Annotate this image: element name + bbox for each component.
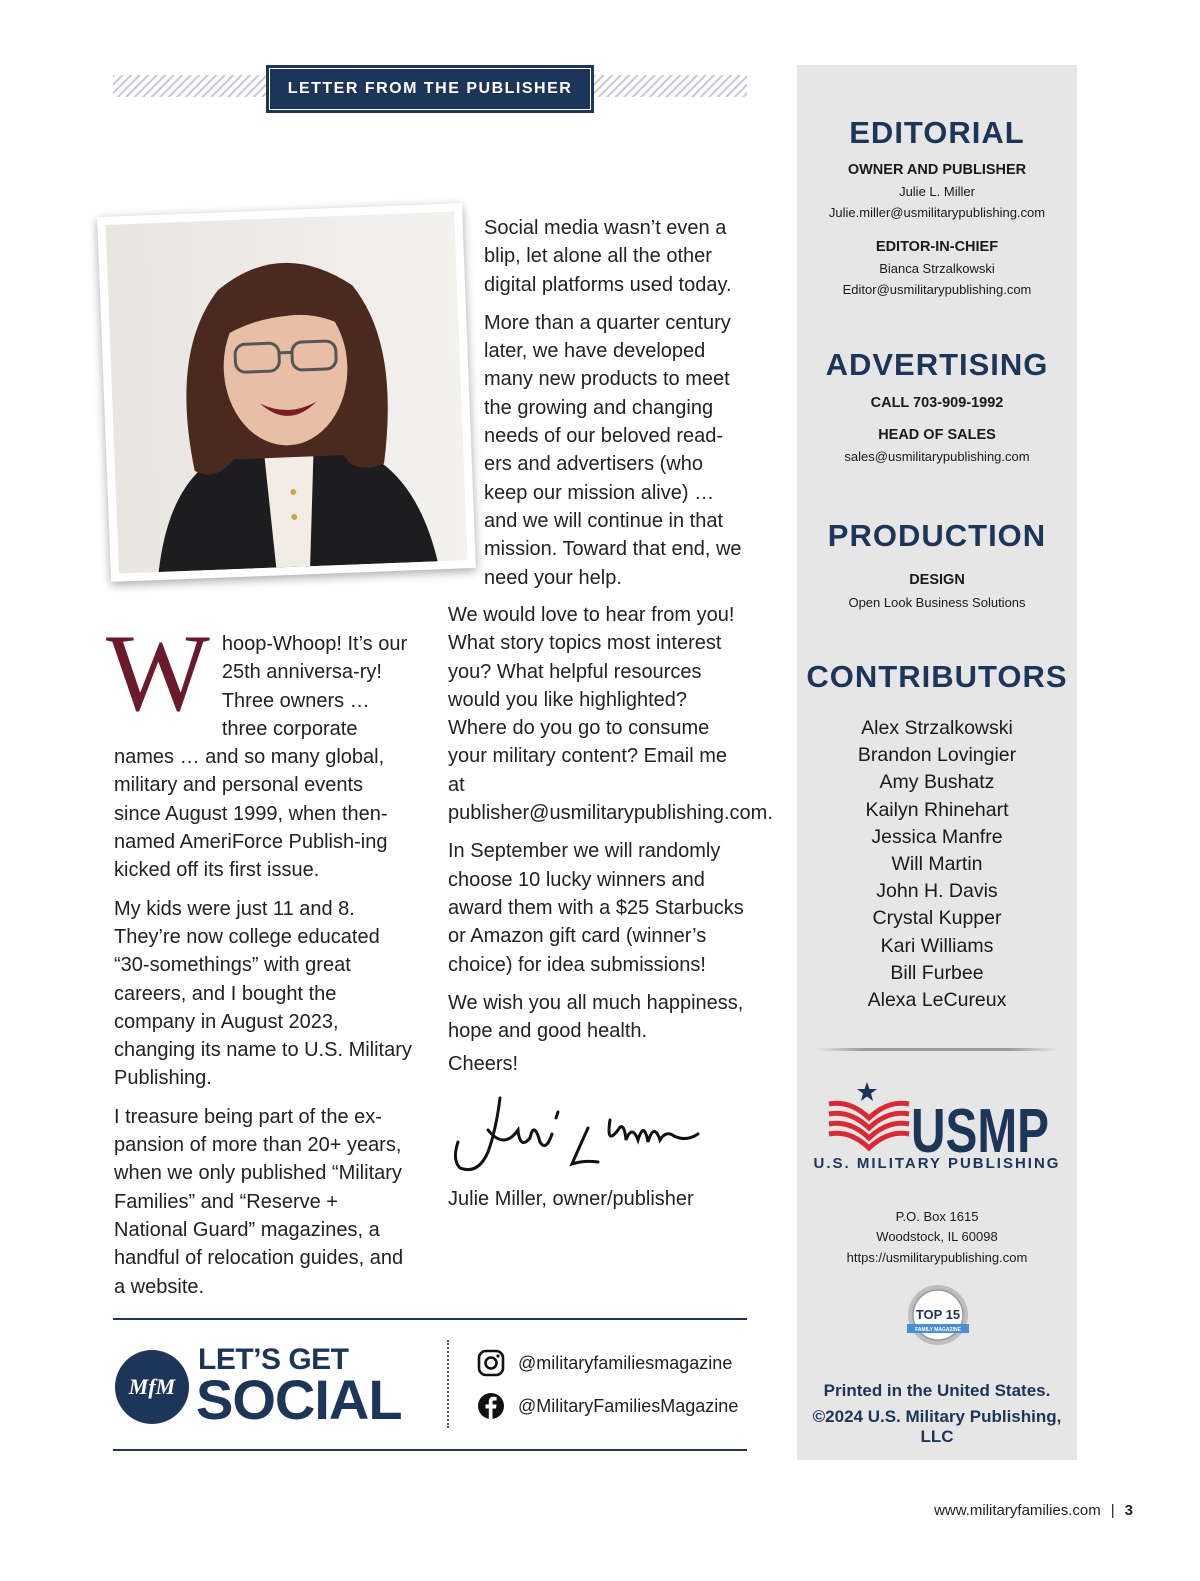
article-paragraph: I treasure being part of the ex-pansion of more than 20+ years, when we only published “Military Families” and “Reserve + National Guard” magazines, a handful of relocation guides, and a website. bbox=[114, 1105, 404, 1298]
signature bbox=[448, 1090, 708, 1180]
publisher-photo bbox=[97, 203, 476, 582]
social-divider bbox=[447, 1340, 449, 1428]
contributor-name: Bill Furbee bbox=[890, 961, 984, 984]
social-heading-line2: SOCIAL bbox=[196, 1368, 402, 1431]
address-line2: Woodstock, IL 60098 bbox=[876, 1229, 998, 1244]
instagram-icon[interactable] bbox=[477, 1349, 505, 1377]
facebook-icon[interactable] bbox=[477, 1392, 505, 1420]
drop-cap: W bbox=[106, 612, 210, 734]
article-column-right bbox=[448, 601, 773, 1055]
copyright-line: ©2024 U.S. Military Publishing, LLC bbox=[812, 1407, 1062, 1446]
article-paragraph: In September we will randomly choose 10 lucky winners and award them with a $25 Starbucks or Amazon gift card (winner’s choice) for idea submissions! bbox=[448, 840, 744, 976]
contributor-name: John H. Davis bbox=[876, 880, 998, 903]
footer-url[interactable]: www.militaryfamilies.com bbox=[934, 1502, 1101, 1519]
address-url[interactable]: https://usmilitarypublishing.com bbox=[846, 1250, 1028, 1265]
mfm-logo: MfM bbox=[115, 1350, 189, 1424]
section-header: LETTER FROM THE PUBLISHER bbox=[266, 65, 594, 113]
contributor-name: Kailyn Rhinehart bbox=[865, 798, 1009, 821]
article-paragraph-text: hoop-Whoop! It’s our 25th anniversa-ry! Three owners … three corporate names … and so many global, military and personal events since August 1999, when then-named AmeriForce Publish-ing kicked off its first issue. bbox=[114, 633, 408, 882]
instagram-handle[interactable]: @militaryfamiliesmagazine bbox=[518, 1353, 733, 1373]
contributors-list bbox=[797, 715, 1077, 1014]
top15-award-badge bbox=[903, 1283, 973, 1351]
article-paragraph: My kids were just 11 and 8. They’re now college educated “30-somethings” with great careers, and I bought the company in August 2023, changing its name to U.S. Military Publishing. bbox=[114, 897, 412, 1090]
header-hatch-left bbox=[113, 75, 268, 97]
contributor-name: Alexa LeCureux bbox=[867, 989, 1007, 1012]
editorial-name-publisher: Julie L. Miller bbox=[899, 184, 975, 199]
article-paragraph: We would love to hear from you! What story topics most interest you? What helpful resources would you like highlighted? Where do you go to consume your military content? Email me at publisher@usmilitarypublishing.com. bbox=[448, 604, 773, 825]
social-top-rule bbox=[113, 1318, 747, 1320]
advertising-email[interactable]: sales@usmilitarypublishing.com bbox=[844, 449, 1030, 464]
contributor-name: Crystal Kupper bbox=[872, 907, 1002, 930]
header-hatch-right bbox=[594, 75, 747, 97]
production-role: DESIGN bbox=[909, 572, 965, 588]
contributors-heading: CONTRIBUTORS bbox=[806, 659, 1068, 694]
social-heading-line1: LET’S GET bbox=[198, 1343, 349, 1376]
editorial-role-editor: EDITOR-IN-CHIEF bbox=[875, 239, 999, 255]
social-bottom-rule bbox=[113, 1449, 747, 1451]
contributor-name: Kari Williams bbox=[880, 934, 994, 957]
award-text: TOP 15 bbox=[915, 1307, 961, 1322]
page-number: 3 bbox=[1124, 1502, 1133, 1519]
editorial-heading: EDITORIAL bbox=[849, 115, 1025, 150]
article-column-top bbox=[484, 214, 749, 602]
contributor-name: Amy Bushatz bbox=[879, 771, 995, 794]
advertising-heading: ADVERTISING bbox=[825, 347, 1049, 382]
printed-line: Printed in the United States. bbox=[823, 1381, 1051, 1400]
contributor-name: Brandon Lovingier bbox=[857, 744, 1017, 767]
cheers-text: Cheers! bbox=[448, 1053, 519, 1075]
advertising-role: HEAD OF SALES bbox=[878, 427, 996, 443]
production-name: Open Look Business Solutions bbox=[848, 595, 1026, 610]
advertising-phone: CALL 703-909-1992 bbox=[870, 395, 1004, 411]
page-footer: www.militaryfamilies.com | 3 bbox=[934, 1502, 1133, 1519]
editorial-name-editor: Bianca Strzalkowski bbox=[879, 261, 995, 276]
article-paragraph: Social media wasn’t even a blip, let alone all the other digital platforms used today. bbox=[484, 217, 732, 296]
article-paragraph: We wish you all much happiness, hope and good health. bbox=[448, 991, 744, 1043]
usmp-logo-text: USMP bbox=[911, 1097, 1049, 1166]
article-column-left bbox=[106, 612, 414, 1311]
signoff-name: Julie Miller, owner/publisher bbox=[448, 1188, 694, 1210]
facebook-handle[interactable]: @MilitaryFamiliesMagazine bbox=[518, 1396, 739, 1416]
masthead-sidebar bbox=[797, 65, 1077, 1460]
award-ribbon-text: FAMILY MAGAZINE bbox=[915, 1327, 961, 1333]
contributor-name: Will Martin bbox=[891, 853, 983, 876]
editorial-email-publisher[interactable]: Julie.miller@usmilitarypublishing.com bbox=[828, 205, 1046, 220]
article-paragraph: More than a quarter century later, we have developed many new products to meet the growing and changing needs of our beloved read-ers and advertisers (who keep our mission alive) … and we will continue in that mission. Toward that end, we need your help. bbox=[484, 311, 742, 589]
article-paragraph bbox=[106, 612, 414, 885]
contributor-name: Alex Strzalkowski bbox=[861, 717, 1013, 739]
contributor-name: Jessica Manfre bbox=[871, 825, 1003, 848]
address-line1: P.O. Box 1615 bbox=[895, 1209, 979, 1224]
production-heading: PRODUCTION bbox=[827, 518, 1047, 553]
sidebar-divider bbox=[817, 1048, 1057, 1051]
editorial-email-editor[interactable]: Editor@usmilitarypublishing.com bbox=[842, 282, 1032, 297]
editorial-role-publisher: OWNER AND PUBLISHER bbox=[847, 162, 1027, 178]
usmp-logo-subtitle: U.S. MILITARY PUBLISHING bbox=[813, 1155, 1061, 1172]
